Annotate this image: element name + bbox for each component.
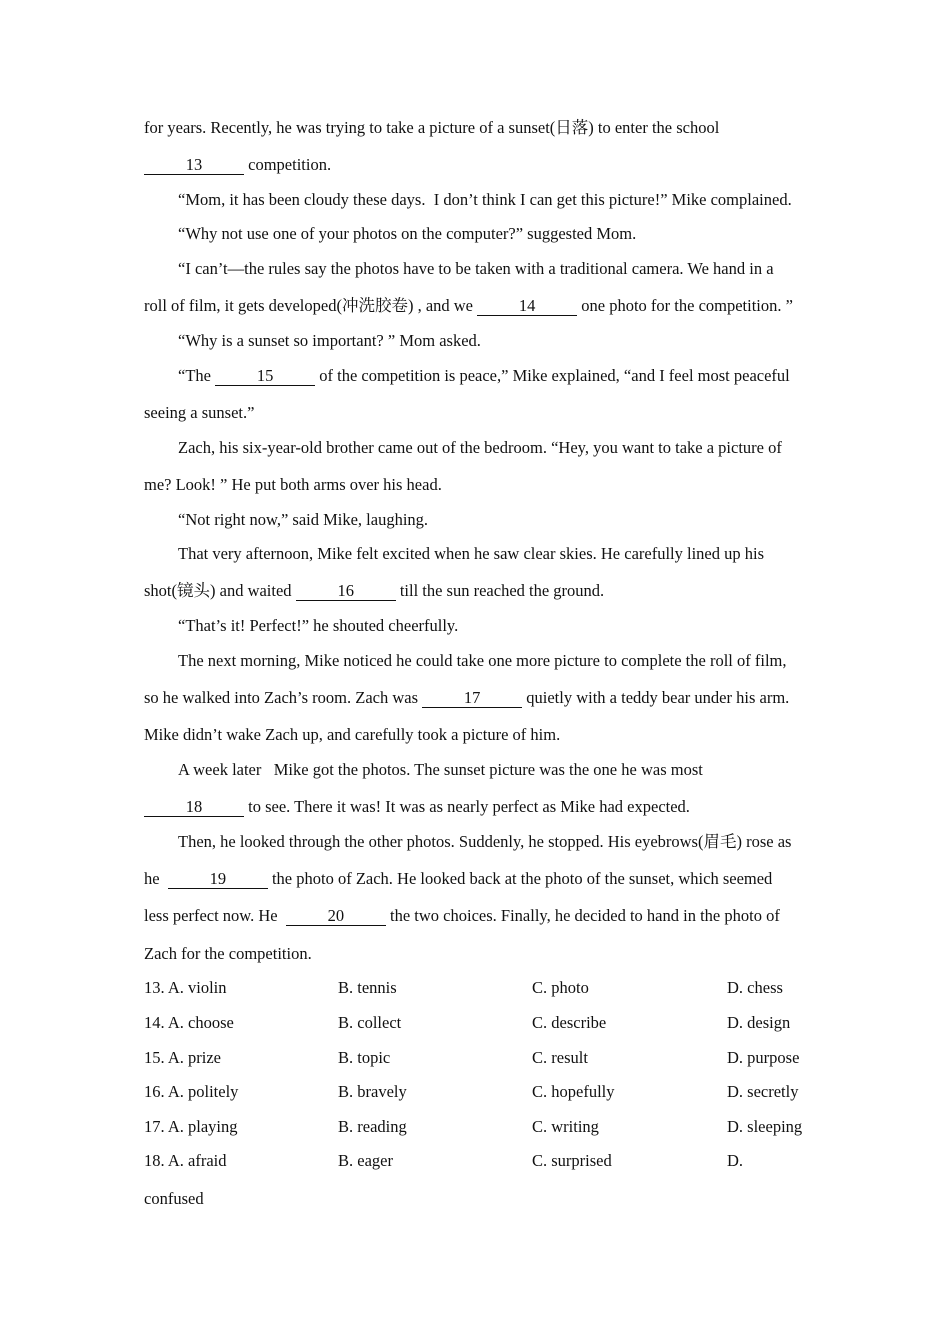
passage-text: roll of film, it gets developed(冲洗胶卷) , and we <box>144 296 478 315</box>
option-c: C. describe <box>532 1013 607 1032</box>
passage-line <box>144 906 780 926</box>
passage-line: “Why not use one of your photos on the computer?” suggested Mom. <box>178 224 637 243</box>
option-b: B. tennis <box>338 978 397 997</box>
passage-line <box>144 797 690 817</box>
option-d: D. secretly <box>727 1082 799 1101</box>
answer-blank-16: 16 <box>296 582 396 601</box>
option-b: B. collect <box>338 1013 402 1032</box>
passage-line <box>144 688 789 708</box>
passage-line: A week later Mike got the photos. The sunset picture was the one he was most <box>178 760 703 779</box>
passage-text: for years. Recently, he was trying to take a picture of a sunset(日落) to enter the school <box>144 118 720 137</box>
passage-text: quietly with a teddy bear under his arm. <box>522 688 790 707</box>
answer-blank-18: 18 <box>144 798 244 817</box>
option-d: D. <box>727 1151 744 1170</box>
passage-text: the photo of Zach. He looked back at the photo of the sunset, which seemed <box>267 869 773 888</box>
option-b: B. reading <box>338 1117 407 1136</box>
option-d: D. sleeping <box>727 1117 803 1136</box>
option-c: C. writing <box>532 1117 599 1136</box>
passage-text: so he walked into Zach’s room. Zach was <box>144 688 423 707</box>
passage-line: Mike didn’t wake Zach up, and carefully took a picture of him. <box>144 725 561 744</box>
option-a: 14. A. choose <box>144 1013 234 1032</box>
passage-line: Zach, his six-year-old brother came out of the bedroom. “Hey, you want to take a picture of <box>178 438 782 457</box>
passage-text: the two choices. Finally, he decided to hand in the photo of <box>385 906 780 925</box>
passage-line <box>144 118 719 138</box>
passage-line: Then, he looked through the other photos. Suddenly, he stopped. His eyebrows(眉毛) rose as <box>178 832 792 851</box>
passage-line: That very afternoon, Mike felt excited when he saw clear skies. He carefully lined up his <box>178 544 764 563</box>
answer-blank-14: 14 <box>477 297 577 316</box>
passage-text: of the competition is peace,” Mike explained, “and I feel most peaceful <box>315 366 790 385</box>
option-a: 17. A. playing <box>144 1117 238 1136</box>
option-a: 16. A. politely <box>144 1082 239 1101</box>
answer-blank-15: 15 <box>215 367 315 386</box>
passage-line: “I can’t—the rules say the photos have to be taken with a traditional camera. We hand in a <box>178 259 774 278</box>
passage-line <box>144 581 604 601</box>
passage-line: me? Look! ” He put both arms over his head. <box>144 475 442 494</box>
answer-blank-20: 20 <box>286 907 386 926</box>
option-d: D. chess <box>727 978 783 997</box>
passage-line <box>178 366 790 386</box>
passage-text: till the sun reached the ground. <box>395 581 605 600</box>
option-b: B. topic <box>338 1048 391 1067</box>
answer-blank-19: 19 <box>168 870 268 889</box>
passage-text: competition. <box>244 155 332 174</box>
passage-line: “That’s it! Perfect!” he shouted cheerfully. <box>178 616 459 635</box>
passage-line: The next morning, Mike noticed he could take one more picture to complete the roll of film, <box>178 651 787 670</box>
option-b: B. bravely <box>338 1082 407 1101</box>
option-c: C. photo <box>532 978 589 997</box>
passage-line: Zach for the competition. <box>144 944 312 963</box>
passage-line <box>144 869 772 889</box>
option-d-wrapped-text: confused <box>144 1189 204 1208</box>
option-b: B. eager <box>338 1151 393 1170</box>
answer-blank-17: 17 <box>422 689 522 708</box>
passage-line: “Why is a sunset so important? ” Mom asked. <box>178 331 481 350</box>
option-d: D. purpose <box>727 1048 800 1067</box>
passage-text: “The <box>178 366 216 385</box>
option-c: C. result <box>532 1048 588 1067</box>
option-c: C. surprised <box>532 1151 612 1170</box>
passage-text: less perfect now. He <box>144 906 286 925</box>
passage-line: “Not right now,” said Mike, laughing. <box>178 510 429 529</box>
passage-text: one photo for the competition. ” <box>577 296 793 315</box>
answer-blank-13: 13 <box>144 156 244 175</box>
option-a: 13. A. violin <box>144 978 227 997</box>
option-a: 15. A. prize <box>144 1048 221 1067</box>
passage-text: to see. There it was! It was as nearly perfect as Mike had expected. <box>244 797 690 816</box>
passage-text: he <box>144 869 168 888</box>
passage-line: seeing a sunset.” <box>144 403 255 422</box>
option-d: D. design <box>727 1013 791 1032</box>
passage-text: shot(镜头) and waited <box>144 581 296 600</box>
option-a: 18. A. afraid <box>144 1151 227 1170</box>
passage-line <box>144 296 793 316</box>
passage-line: “Mom, it has been cloudy these days. I don’t think I can get this picture!” Mike complained. <box>178 190 792 209</box>
passage-line <box>144 155 331 175</box>
option-c: C. hopefully <box>532 1082 615 1101</box>
